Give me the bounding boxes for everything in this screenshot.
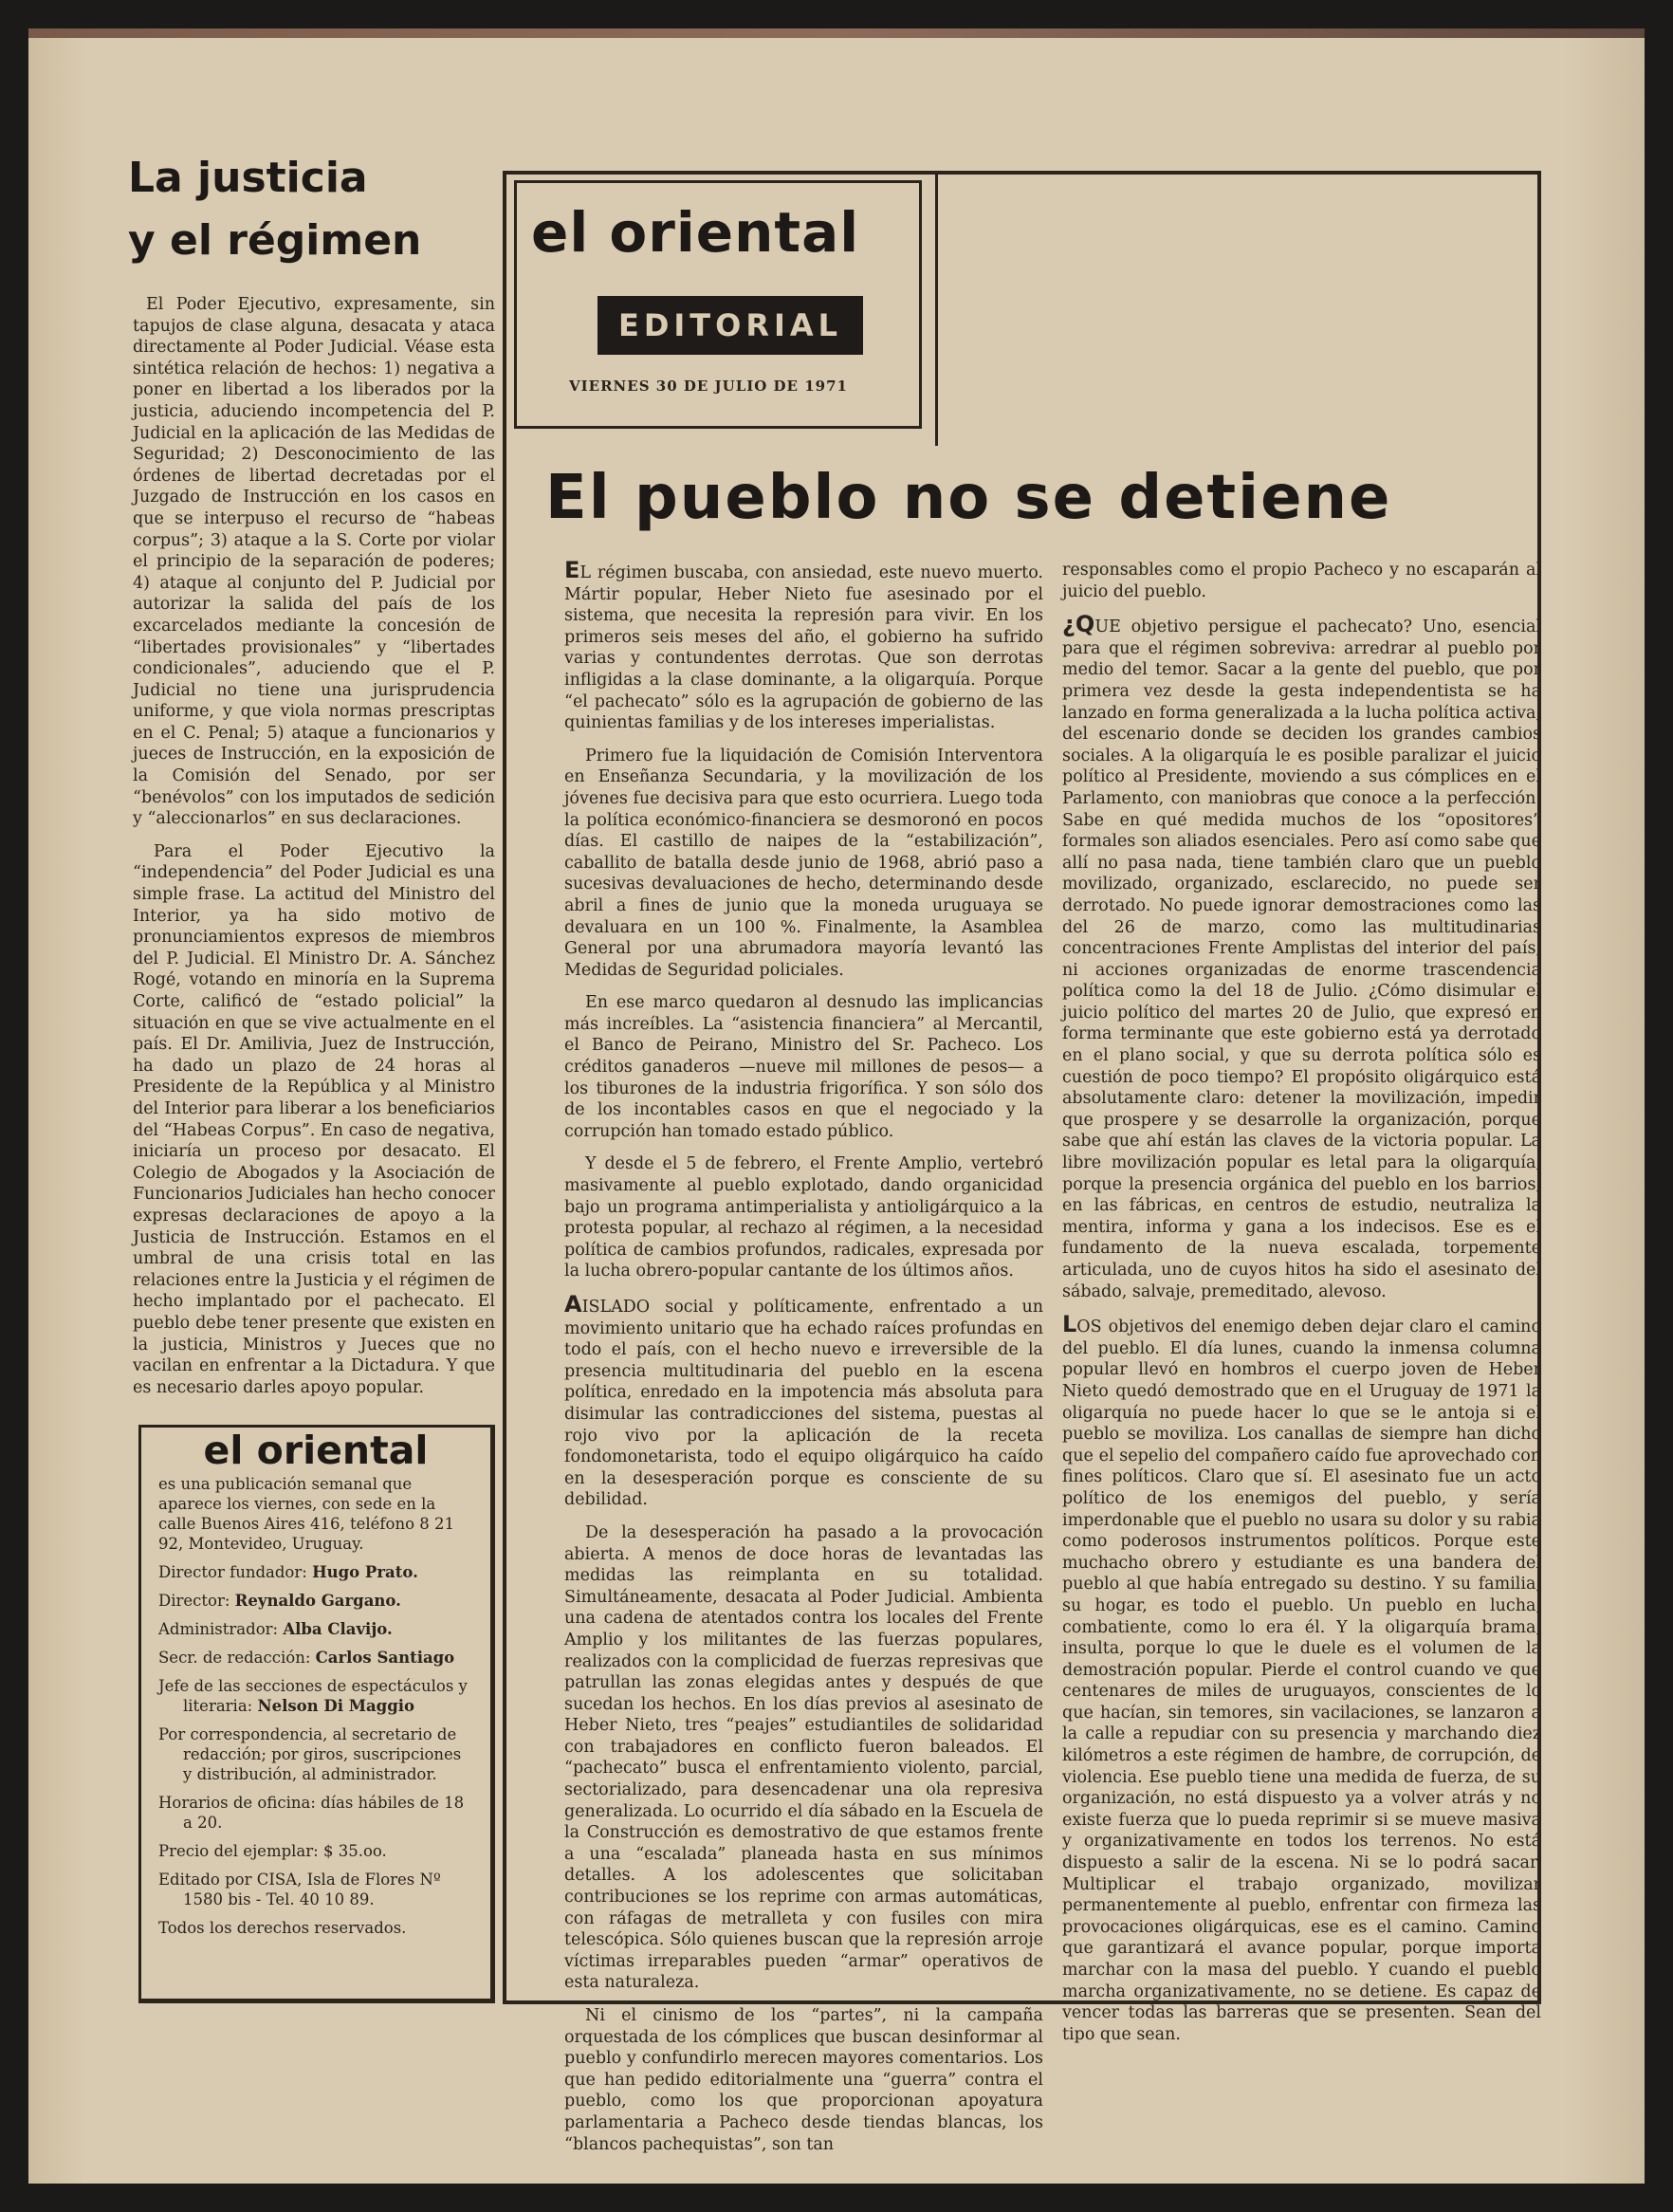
left-title-line-2: y el régimen: [128, 216, 422, 265]
newspaper-page: [28, 28, 1645, 2184]
editorial-headline: El pueblo no se detiene: [545, 463, 1392, 533]
masthead-hours: Horarios de oficina: días hábiles de 18 a 20.: [158, 1794, 465, 1832]
masthead-founder: Director fundador: Hugo Prato.: [158, 1563, 418, 1581]
editorial-column-1: [564, 557, 1043, 2154]
masthead-price: Precio del ejemplar: $ 35.oo.: [158, 1842, 387, 1860]
masthead-brand: el oriental: [203, 1428, 429, 1473]
editorial-paragraph: Y desde el 5 de febrero, el Frente Amplio, vertebró masivamente al pueblo explotado, dando organicidad bajo un programa antimperialista y antioligárquico a la protesta popular, al rechazo al régimen, a la necesidad política de cambios profundos, radicales, expresada por la lucha obrero-popular cantante de los últimos años.: [564, 1154, 1043, 1281]
left-paragraph: Para el Poder Ejecutivo la “independencia” del Poder Judicial es una simple frase. La actitud del Ministro del Interior, ya ha sido motivo de pronunciamientos expresos de miembros del P. Judicial. El Ministro Dr. A. Sánchez Rogé, votando en minoría en la Suprema Corte, calificó de “estado policial” la situación en que se vive actualmente en el país. El Dr. Amilivia, Juez de Instrucción, ha dado un plazo de 24 horas al Presidente de la República y al Ministro del Interior para liberar a los beneficiarios del “Habeas Corpus”. En caso de negativa, iniciaría un proceso por desacato. El Colegio de Abogados y la Asociación de Funcionarios Judiciales han hecho conocer expresas declaraciones de apoyo a la Justicia de Instrucción. Estamos en el umbral de una crisis total en las relaciones entre la Justicia y el régimen de hecho implantado por el pachecato. El pueblo debe tener presente que existen en la justicia, Ministros y Jueces que no vacilan en enfrentar a la Dictadura. Y que es necesario darles apoyo popular.: [133, 841, 495, 1397]
dropcap: E: [564, 557, 580, 583]
editorial-badge: EDITORIAL: [598, 296, 863, 355]
editorial-date: VIERNES 30 DE JULIO DE 1971: [569, 378, 848, 395]
left-title-line-1: La justicia: [128, 154, 368, 202]
editorial-paragraph: Primero fue la liquidación de Comisión Interventora en Enseñanza Secundaria, y la movilización de los jóvenes fue decisiva para que esto ocurriera. Luego toda la política económico-financiera se desmoronó en pocos días. El castillo de naipes de la “estabilización”, caballito de batalla desde junio de 1968, abrió paso a sucesivas devaluaciones de hecho, determinando desde abril a fines de junio que la moneda uruguaya se devaluara en un 100 %. Finalmente, la Asamblea General por una abrumadora mayoría levantó las Medidas de Seguridad policiales.: [564, 746, 1043, 980]
left-article-title: [128, 147, 507, 272]
editorial-paragraph: responsables como el propio Pacheco y no escaparán al juicio del pueblo.: [1062, 561, 1541, 601]
masthead-printer: Editado por CISA, Isla de Flores Nº 1580 bis - Tel. 40 10 89.: [158, 1871, 441, 1908]
masthead-intro: es una publicación semanal que aparece los viernes, con sede en la calle Buenos Aires 416, teléfono 8 21 92, Montevideo, Uruguay.: [158, 1475, 454, 1553]
dropcap: ¿Q: [1062, 611, 1095, 638]
editorial-paragraph: En ese marco quedaron al desnudo las implicancias más increíbles. La “asistencia financiera” al Mercantil, el Banco de Peirano, Ministro del Sr. Pacheco. Los créditos ganaderos —nueve mil millones de pesos— a los tiburones de la industria frigorífica. Y son sólo dos de los incontables casos en que el negociado y la corrupción han tomado estado público.: [564, 993, 1043, 1141]
masthead-admin: Administrador: Alba Clavijo.: [158, 1620, 393, 1638]
horizontal-rule: [935, 171, 1533, 174]
editorial-paragraph: LOS objetivos del enemigo deben dejar claro el camino del pueblo. El día lunes, cuando la inmensa columna popular llevó en hombros el cuerpo joven de Heber Nieto quedó demostrado que en el Uruguay de 1971 la oligarquía no puede hacer lo que se le antoja si el pueblo se moviliza. Los canallas de siempre han dicho que el sepelio del compañero caído fue aprovechado con fines políticos. Claro que sí. El asesinato fue un acto político de los enemigos del pueblo, y sería imperdonable que el pueblo no usara su dolor y su rabia como poderosos instrumentos políticos. Porque este muchacho obrero y estudiante es una bandera del pueblo al que había entregado su destino. Y su familia, su hogar, es todo el pueblo. Un pueblo en lucha, combatiente, como lo era él. Y la oligarquía brama, insulta, porque lo que le duele es el volumen de la demostración popular. Pierde el control cuando ve que centenares de miles de uruguayos, conscientes de lo que hacían, sin temores, sin vacilaciones, se lanzaron a la calle a repudiar con su presencia y marchando diez kilómetros a este régimen de hambre, de corrupción, de violencia. Ese pueblo tiene una medida de fuerza, de su organización, no está dispuesto ya a volver atrás y no existe fuerza que lo pueda reprimir si se mueve masiva y organizativamente en todos los terrenos. No está dispuesto a salir de la escena. Ni se lo podrá sacar. Multiplicar el trabajo organizado, movilizar permanentemente al pueblo, enfrentar con firmeza las provocaciones oligárquicas, ese es el camino. Camino que garantizará el avance popular, porque importa marchar con la masa del pueblo. Y cuando el pueblo marcha organizativamente, no se detiene. Es capaz de vencer todas las barreras que se presenten. Sean del tipo que sean.: [1062, 1311, 1541, 2044]
binding-strip: [28, 28, 1645, 38]
left-paragraph: El Poder Ejecutivo, expresamente, sin tapujos de clase alguna, desacata y ataca directamente al Poder Judicial. Véase esta sintética relación de hechos: 1) negativa a poner en libertad a los liberados por la justicia, aduciendo incompetencia del P. Judicial en la aplicación de las Medidas de Seguridad; 2) Desconocimiento de las órdenes de libertad decretadas por el Juzgado de Instrucción en los casos en que se interpuso el recurso de “habeas corpus”; 3) ataque a la S. Corte por violar el principio de la separación de poderes; 4) ataque al conjunto del P. Judicial por autorizar la salida del país de los excarcelados mediante la concesión de “libertades provisionales” y “libertades condicionales”, aduciendo que el P. Judicial no tiene una jurisprudencia uniforme, y que viola normas prescriptas en el C. Penal; 5) ataque a funcionarios y jueces de Instrucción, en la exposición de la Comisión del Senado, por ser “benévolos” con los imputados de sedición y “aleccionarlos” en sus declaraciones.: [133, 295, 495, 829]
editorial-paragraph: AISLADO social y políticamente, enfrentado a un movimiento unitario que ha echado raíces profundas en todo el país, con el hecho nuevo e irreversible de la presencia multitudinaria del pueblo en la escena política, enredado en la impotencia más absoluta para disimular las contradicciones del sistema, puestas al rojo vivo por la aplicación de la receta fondomonetarista, todo el equipo oligárquico ha caído en la desesperación porque es consciente de su debilidad.: [564, 1291, 1043, 1510]
vertical-rule: [935, 171, 938, 446]
editorial-paragraph: De la desesperación ha pasado a la provocación abierta. A menos de doce horas de levantadas las medidas las reimplanta en su totalidad. Simultáneamente, desacata al Poder Judicial. Ambienta una cadena de atentados contra los locales del Frente Amplio y los militantes de las fuerzas populares, realizados con la complicidad de fuerzas represivas que patrullan las zonas elegidas antes y después de que sucedan los hechos. En los días previos al asesinato de Heber Nieto, tres “peajes” estudiantiles de solidaridad con trabajadores en conflicto fueron baleados. El “pachecato” busca el enfrentamiento violento, parcial, sectorializado, para desencadenar una ola represiva generalizada. Lo ocurrido el día sábado en la Escuela de la Construcción es demostrativo de que estamos frente a una “escalada” planeada hasta en sus mínimos detalles. A los adolescentes que solicitaban contribuciones se los reprime con armas automáticas, con ráfagas de metralleta y con fusiles con mira telescópica. Sólo quienes buscan que la represión arroje víctimas irreparables pueden “armar” operativos de esta naturaleza.: [564, 1522, 1043, 1993]
masthead-director: Director: Reynaldo Gargano.: [158, 1592, 401, 1610]
masthead-secretary: Secr. de redacción: Carlos Santiago: [158, 1649, 455, 1667]
editorial-column-2: [1062, 560, 1541, 2044]
dropcap: L: [1062, 1311, 1077, 1338]
editorial-logo: el oriental: [531, 200, 860, 265]
masthead-sections: Jefe de las secciones de espectáculos y literaria: Nelson Di Maggio: [158, 1677, 468, 1715]
editorial-paragraph: Ni el cinismo de los “partes”, ni la campaña orquestada de los cómplices que buscan desinformar al pueblo y confundirlo merecen mayores comentarios. Los que han pedido editorialmente una “guerra” contra el pueblo, como los que proporcionan apoyatura parlamentaria a Pacheco desde tiendas blancas, los “blancos pachequistas”, son tan: [564, 2006, 1043, 2154]
editorial-paragraph: ¿QUE objetivo persigue el pachecato? Uno, esencial para que el régimen sobreviva: arredrar al pueblo por medio del temor. Sacar a la gente del pueblo, que por primera vez desde la gesta independentista se ha lanzado en forma generalizada a la lucha política activa, del escenario donde se deciden los grandes cambios sociales. A la oligarquía le es posible paralizar el juicio político al Presidente, moviendo a sus cómplices en el Parlamento, con maniobras que conoce a la perfección. Sabe en qué medida muchos de los “opositores” formales son aliados esenciales. Pero así como sabe que allí no pasa nada, tiene también claro que un pueblo movilizado, organizado, esclarecido, no puede ser derrotado. No puede ignorar demostraciones como las del 26 de marzo, como las multitudinarias concentraciones Frente Amplistas del interior del país, ni acciones organizadas de enorme trascendencia política como la del 18 de Julio. ¿Cómo disimular el juicio político del martes 20 de Julio, que expresó en forma terminante que este gobierno está ya derrotado en el plano social, y que su derrota política sólo es cuestión de poco tiempo? El propósito oligárquico está absolutamente claro: detener la movilización, impedir que prospere y se desarrolle la organización, porque sabe que ahí están las claves de la victoria popular. La libre movilización popular es letal para la oligarquía, porque la presencia orgánica del pueblo en los barrios, en las fábricas, en centros de estudio, neutraliza la mentira, informa y gana a los indecisos. Ese es el fundamento de la nueva escalada, torpemente articulada, uno de cuyos hitos ha sido el asesinato del sábado, salvaje, premeditado, alevoso.: [1062, 611, 1541, 1301]
masthead-rights: Todos los derechos reservados.: [158, 1919, 407, 1937]
left-article-body: [133, 294, 495, 1451]
masthead-box: [138, 1425, 495, 2003]
editorial-paragraph: EL régimen buscaba, con ansiedad, este nuevo muerto. Mártir popular, Heber Nieto fue asesinado por el sistema, que necesita la represión para vivir. En los primeros seis meses del año, el gobierno ha sufrido varias y contundentes derrotas. Que son derrotas infligidas a la clase dominante, a la oligarquía. Porque “el pachecato” sólo es la agrupación de gobierno de las quinientas familias y de los intereses imperialistas.: [564, 557, 1043, 733]
masthead-correspondence: Por correspondencia, al secretario de redacción; por giros, suscripciones y distribución, al administrador.: [158, 1725, 462, 1783]
dropcap: A: [564, 1291, 582, 1318]
